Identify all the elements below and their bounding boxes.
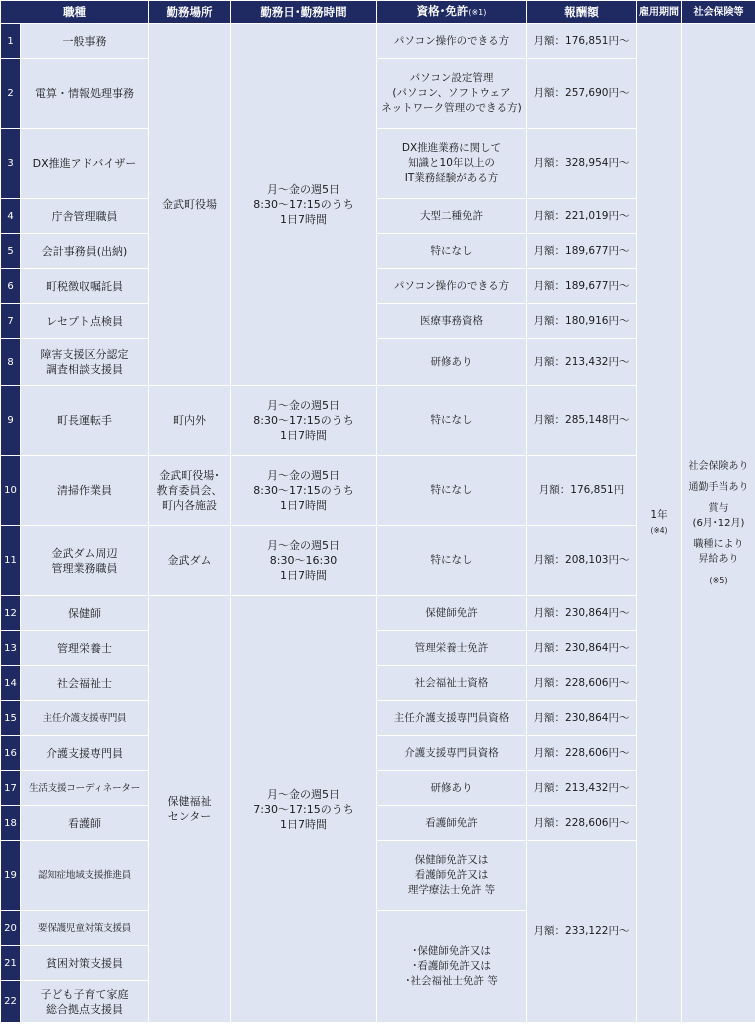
benefits xyxy=(682,24,755,1023)
header-qualification xyxy=(377,1,527,24)
work-schedule xyxy=(231,456,377,526)
work-schedule xyxy=(231,526,377,596)
job-title: 看護師 xyxy=(21,806,149,841)
job-title: 清掃作業員 xyxy=(21,456,149,526)
job-title: 電算・情報処理事務 xyxy=(21,59,149,129)
row-number: 22 xyxy=(1,981,21,1023)
work-schedule-text: 月～金の週5日 8:30～17:15のうち 1日7時間 xyxy=(253,183,354,226)
header-qualification-note: (※1) xyxy=(468,8,487,17)
header-place: 勤務場所 xyxy=(149,1,231,24)
qualification: 研修あり xyxy=(377,339,527,386)
work-place: 金武ダム xyxy=(149,526,231,596)
job-title: 庁舎管理職員 xyxy=(21,199,149,234)
job-title: レセプト点検員 xyxy=(21,304,149,339)
row-number: 21 xyxy=(1,946,21,981)
row-number: 11 xyxy=(1,526,21,596)
pay-amount: 月額：176,851円～ xyxy=(527,24,637,59)
row-number: 6 xyxy=(1,269,21,304)
job-title xyxy=(21,526,149,596)
header-schedule: 勤務日･勤務時間 xyxy=(231,1,377,24)
period-note: (※4) xyxy=(650,526,668,535)
row-number: 14 xyxy=(1,666,21,701)
pay-amount: 月額：208,103円～ xyxy=(527,526,637,596)
benefit-line-1: 社会保険あり xyxy=(688,460,749,472)
header-row xyxy=(1,1,755,24)
row-number: 10 xyxy=(1,456,21,526)
table-row xyxy=(1,24,755,59)
benefit-line-4: 職種により 昇給あり xyxy=(693,538,744,565)
pay-amount: 月額：189,677円～ xyxy=(527,234,637,269)
pay-amount: 月額：230,864円～ xyxy=(527,701,637,736)
work-place xyxy=(149,24,231,386)
qualification: 特になし xyxy=(377,526,527,596)
pay-amount: 月額：213,432円～ xyxy=(527,771,637,806)
pay-amount: 月額：180,916円～ xyxy=(527,304,637,339)
job-title-text: 金武ダム周辺 管理業務職員 xyxy=(51,546,118,575)
work-place xyxy=(149,456,231,526)
benefit-line-3: 賞与 (6月･12月) xyxy=(692,502,745,529)
job-title-text: 障害支援区分認定 調査相談支援員 xyxy=(40,348,129,376)
job-title: 管理栄養士 xyxy=(21,631,149,666)
qualification-text: DX推進業務に関して 知識と10年以上の IT業務経験がある方 xyxy=(401,142,502,184)
qualification-text: ･保健師免許又は ･看護師免許又は ･社会福祉士免許 等 xyxy=(405,945,498,987)
qualification xyxy=(377,841,527,911)
work-schedule xyxy=(231,596,377,1023)
pay-amount: 月額：213,432円～ xyxy=(527,339,637,386)
row-number: 8 xyxy=(1,339,21,386)
benefit-note: (※5) xyxy=(709,575,728,585)
pay-amount: 月額：176,851円 xyxy=(527,456,637,526)
qualification: パソコン操作のできる方 xyxy=(377,24,527,59)
job-title: 保健師 xyxy=(21,596,149,631)
row-number: 12 xyxy=(1,596,21,631)
pay-amount: 月額：189,677円～ xyxy=(527,269,637,304)
header-insurance: 社会保険等 xyxy=(682,1,755,24)
qualification-text: 保健師免許又は 看護師免許又は 理学療法士免許 等 xyxy=(407,854,496,896)
qualification xyxy=(377,911,527,1023)
work-schedule-text: 月～金の週5日 7:30～17:15のうち 1日7時間 xyxy=(253,787,354,831)
row-number: 18 xyxy=(1,806,21,841)
period-value: 1年 xyxy=(650,509,668,521)
job-title: 一般事務 xyxy=(21,24,149,59)
pay-amount: 月額：228,606円～ xyxy=(527,666,637,701)
job-title xyxy=(21,981,149,1023)
qualification-text: パソコン設定管理 (パソコン、ソフトウェア ネットワーク管理のできる方) xyxy=(381,72,522,114)
qualification: 研修あり xyxy=(377,771,527,806)
work-place: 町内外 xyxy=(149,386,231,456)
job-title: 要保護児童対策支援員 xyxy=(21,911,149,946)
work-place xyxy=(149,596,231,1023)
employment-period xyxy=(637,24,682,1023)
row-number: 5 xyxy=(1,234,21,269)
pay-amount: 月額：221,019円～ xyxy=(527,199,637,234)
job-title: 貧困対策支援員 xyxy=(21,946,149,981)
job-title-text: 子ども子育て家庭 総合拠点支援員 xyxy=(40,987,129,1016)
qualification: 特になし xyxy=(377,456,527,526)
header-job: 職種 xyxy=(1,1,149,24)
row-number: 20 xyxy=(1,911,21,946)
work-schedule xyxy=(231,386,377,456)
qualification xyxy=(377,129,527,199)
pay-amount: 月額：233,122円～ xyxy=(527,841,637,1023)
work-place-text: 金武町役場 xyxy=(162,198,217,211)
row-number: 7 xyxy=(1,304,21,339)
job-title: 町長運転手 xyxy=(21,386,149,456)
row-number: 19 xyxy=(1,841,21,911)
job-title: 生活支援コーディネーター xyxy=(21,771,149,806)
header-period: 雇用期間 xyxy=(637,1,682,24)
pay-amount: 月額：230,864円～ xyxy=(527,631,637,666)
qualification xyxy=(377,59,527,129)
work-schedule xyxy=(231,24,377,386)
benefit-line-2: 通勤手当あり xyxy=(688,481,749,493)
job-title: 会計事務員(出納) xyxy=(21,234,149,269)
pay-amount: 月額：230,864円～ xyxy=(527,596,637,631)
job-title: 主任介護支援専門員 xyxy=(21,701,149,736)
job-title: DX推進アドバイザー xyxy=(21,129,149,199)
qualification: 特になし xyxy=(377,386,527,456)
job-title: 認知症地域支援推進員 xyxy=(21,841,149,911)
pay-amount: 月額：257,690円～ xyxy=(527,59,637,129)
job-title: 社会福祉士 xyxy=(21,666,149,701)
row-number: 16 xyxy=(1,736,21,771)
row-number: 17 xyxy=(1,771,21,806)
job-title: 町税徴収嘱託員 xyxy=(21,269,149,304)
row-number: 13 xyxy=(1,631,21,666)
pay-amount: 月額：328,954円～ xyxy=(527,129,637,199)
qualification: 特になし xyxy=(377,234,527,269)
qualification: パソコン操作のできる方 xyxy=(377,269,527,304)
qualification: 看護師免許 xyxy=(377,806,527,841)
row-number: 2 xyxy=(1,59,21,129)
qualification: 主任介護支援専門員資格 xyxy=(377,701,527,736)
qualification: 大型二種免許 xyxy=(377,199,527,234)
pay-amount: 月額：228,606円～ xyxy=(527,806,637,841)
row-number: 1 xyxy=(1,24,21,59)
qualification: 社会福祉士資格 xyxy=(377,666,527,701)
work-schedule-text: 月～金の週5日 8:30～17:15のうち 1日7時間 xyxy=(253,469,354,512)
pay-amount: 月額：228,606円～ xyxy=(527,736,637,771)
qualification: 管理栄養士免許 xyxy=(377,631,527,666)
row-number: 3 xyxy=(1,129,21,199)
qualification: 医療事務資格 xyxy=(377,304,527,339)
work-schedule-text: 月～金の週5日 8:30～17:15のうち 1日7時間 xyxy=(253,399,354,442)
job-title: 介護支援専門員 xyxy=(21,736,149,771)
header-qualification-label: 資格･免許 xyxy=(416,4,469,18)
qualification: 保健師免許 xyxy=(377,596,527,631)
work-place-text: 保健福祉 センター xyxy=(167,795,212,823)
header-pay: 報酬額 xyxy=(527,1,637,24)
work-schedule-text: 月～金の週5日 8:30～16:30 1日7時間 xyxy=(267,539,340,582)
row-number: 4 xyxy=(1,199,21,234)
work-place-text: 金武町役場･ 教育委員会、 町内各施設 xyxy=(156,469,223,512)
job-title xyxy=(21,339,149,386)
qualification: 介護支援専門員資格 xyxy=(377,736,527,771)
pay-amount: 月額：285,148円～ xyxy=(527,386,637,456)
row-number: 15 xyxy=(1,701,21,736)
row-number: 9 xyxy=(1,386,21,456)
